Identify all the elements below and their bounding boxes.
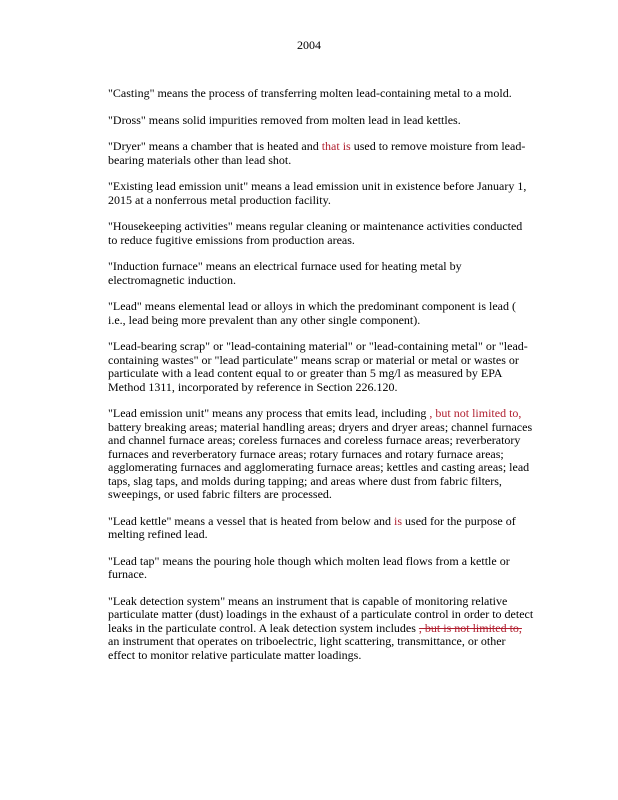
inserted-text: is: [394, 513, 403, 528]
definition-text: "Induction furnace" means an electrical furnace used for heating metal by electromagnetic induction.: [108, 259, 462, 287]
deleted-text: , but is not limited to,: [418, 620, 522, 635]
definition-paragraph: [108, 407, 534, 502]
definition-text: "Lead tap" means the pouring hole though which molten lead flows from a kettle or furnace.: [108, 553, 510, 581]
inserted-text: , but not limited to,: [429, 406, 522, 420]
definition-text: "Lead emission unit" means any process that emits lead, including: [108, 406, 430, 420]
definition-text: used to remove moisture from lead-bearing materials other than lead shot.: [108, 139, 526, 167]
definition-text: "Dryer" means a chamber that is heated and: [108, 139, 322, 153]
definition-paragraph: [108, 300, 534, 327]
definition-paragraph: [108, 555, 534, 582]
definition-paragraph: [108, 340, 534, 394]
definition-text: "Dross" means solid impurities removed from molten lead in lead kettles.: [108, 112, 461, 127]
definition-text: "Housekeeping activities" means regular cleaning or maintenance activities conducted to reduce fugitive emissions from production areas.: [108, 219, 523, 247]
definition-paragraph: [108, 180, 534, 207]
definition-text: "Casting" means the process of transferring molten lead-containing metal to a mold.: [108, 86, 512, 100]
document-body: [108, 87, 534, 675]
definition-text: battery breaking areas; material handling areas; dryers and dryer areas; channel furnaces and channel furnace areas; coreless furnaces and coreless furnace areas; reverberatory furnaces and reverberatory furnace areas; rotary furnaces and rotary furnace areas; agglomerating furnaces and agglomerating furnace areas; kettles and casting areas; lead taps, slag taps, and molds during tapping; and areas where dust from fabric filters, sweepings, or used fabric filters are processed.: [108, 419, 533, 501]
definition-text: used for the purpose of melting refined lead.: [108, 513, 516, 541]
definition-paragraph: [108, 140, 534, 167]
definition-text: "Existing lead emission unit" means a lead emission unit in existence before January 1, 2015 at a nonferrous metal production facility.: [108, 179, 527, 207]
definition-paragraph: [108, 515, 534, 542]
definition-paragraph: [108, 87, 534, 101]
definition-paragraph: [108, 114, 534, 128]
definition-text: an instrument that operates on triboelectric, light scattering, transmittance, or other effect to monitor relative particulate matter loadings.: [108, 634, 506, 662]
definition-text: "Leak detection system" means an instrument that is capable of monitoring relative particulate matter (dust) loadings in the exhaust of a particulate control in order to detect leaks in the particulate control. A leak detection system includes: [108, 593, 534, 635]
definition-text: "Lead" means elemental lead or alloys in which the predominant component is lead ( i.e., lead being more prevalent than any other single component).: [108, 299, 516, 327]
page-number: 2004: [297, 38, 321, 52]
definition-text: "Lead kettle" means a vessel that is heated from below and: [108, 513, 395, 528]
definition-paragraph: [108, 260, 534, 287]
inserted-text: that is: [321, 139, 351, 153]
definition-paragraph: [108, 220, 534, 247]
definition-text: "Lead-bearing scrap" or "lead-containing material" or "lead-containing metal" or "lead-containing wastes" or "lead particulate" means scrap or material or metal or wastes or particulate with a lead content equal to or greater than 5 mg/l as measured by EPA Method 1311, incorporated by reference in Section 226.120.: [108, 339, 528, 394]
definition-paragraph: [108, 595, 534, 663]
